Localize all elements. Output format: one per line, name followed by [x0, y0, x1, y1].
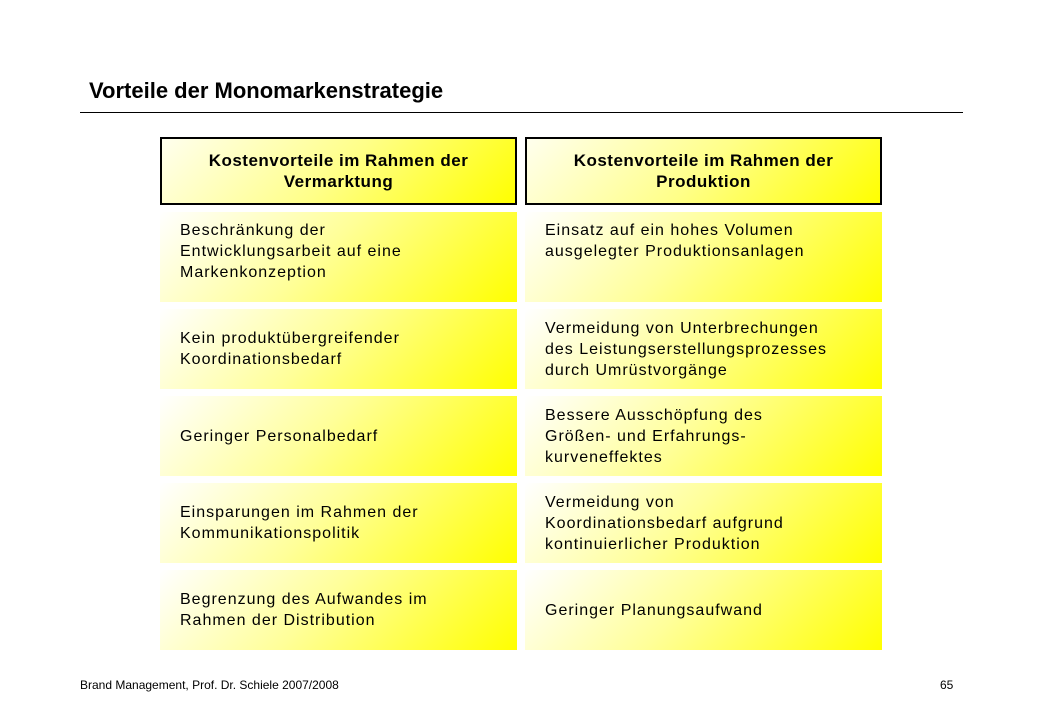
production-item-planning: [525, 570, 882, 650]
header-line: Produktion: [656, 172, 751, 191]
item-line: Größen- und Erfahrungs-: [545, 427, 747, 445]
marketing-item-distribution: [160, 570, 517, 650]
item-line: Kommunikationspolitik: [180, 525, 361, 542]
production-item-volume: [525, 212, 882, 302]
item-line: Geringer Planungsaufwand: [545, 601, 763, 619]
marketing-item-communication: [160, 483, 517, 563]
slide-title: Vorteile der Monomarkenstrategie: [89, 78, 444, 103]
item-line: Koordinationsbedarf: [180, 351, 343, 368]
item-line: durch Umrüstvorgänge: [545, 361, 728, 379]
item-line: kontinuierlicher Produktion: [545, 535, 761, 553]
item-line: Koordinationsbedarf aufgrund: [545, 514, 784, 532]
item-line: des Leistungserstellungsprozesses: [545, 340, 828, 358]
item-line: Begrenzung des Aufwandes im: [180, 591, 428, 608]
item-line: Vermeidung von: [545, 493, 675, 511]
item-line: Markenkonzeption: [180, 264, 327, 281]
item-line: Entwicklungsarbeit auf eine: [180, 243, 402, 260]
item-line: Vermeidung von Unterbrechungen: [545, 319, 819, 337]
item-line: ausgelegter Produktionsanlagen: [545, 243, 805, 260]
item-line: Kein produktübergreifender: [180, 330, 400, 347]
marketing-item-development: [160, 212, 517, 302]
header-line: Kostenvorteile im Rahmen der: [208, 151, 469, 170]
marketing-header: [160, 137, 517, 205]
item-line: Bessere Ausschöpfung des: [545, 406, 763, 424]
production-item-interruptions: [525, 309, 882, 389]
page-number: 65: [940, 678, 954, 692]
production-header: [525, 137, 882, 205]
footer-course-info: Brand Management, Prof. Dr. Schiele 2007/2008: [80, 678, 339, 692]
item-line: Geringer Personalbedarf: [180, 427, 379, 445]
marketing-item-coordination: [160, 309, 517, 389]
item-line: Rahmen der Distribution: [180, 612, 376, 629]
production-item-continuous: [525, 483, 882, 563]
item-line: kurveneffektes: [545, 448, 663, 466]
marketing-item-personnel: [160, 396, 517, 476]
item-line: Einsatz auf ein hohes Volumen: [545, 222, 794, 239]
title-divider: [80, 112, 963, 113]
item-line: Beschränkung der: [180, 222, 326, 239]
header-line: Vermarktung: [283, 172, 394, 191]
item-line: Einsparungen im Rahmen der: [180, 504, 419, 521]
production-item-experience-curve: [525, 396, 882, 476]
header-line: Kostenvorteile im Rahmen der: [573, 151, 834, 170]
